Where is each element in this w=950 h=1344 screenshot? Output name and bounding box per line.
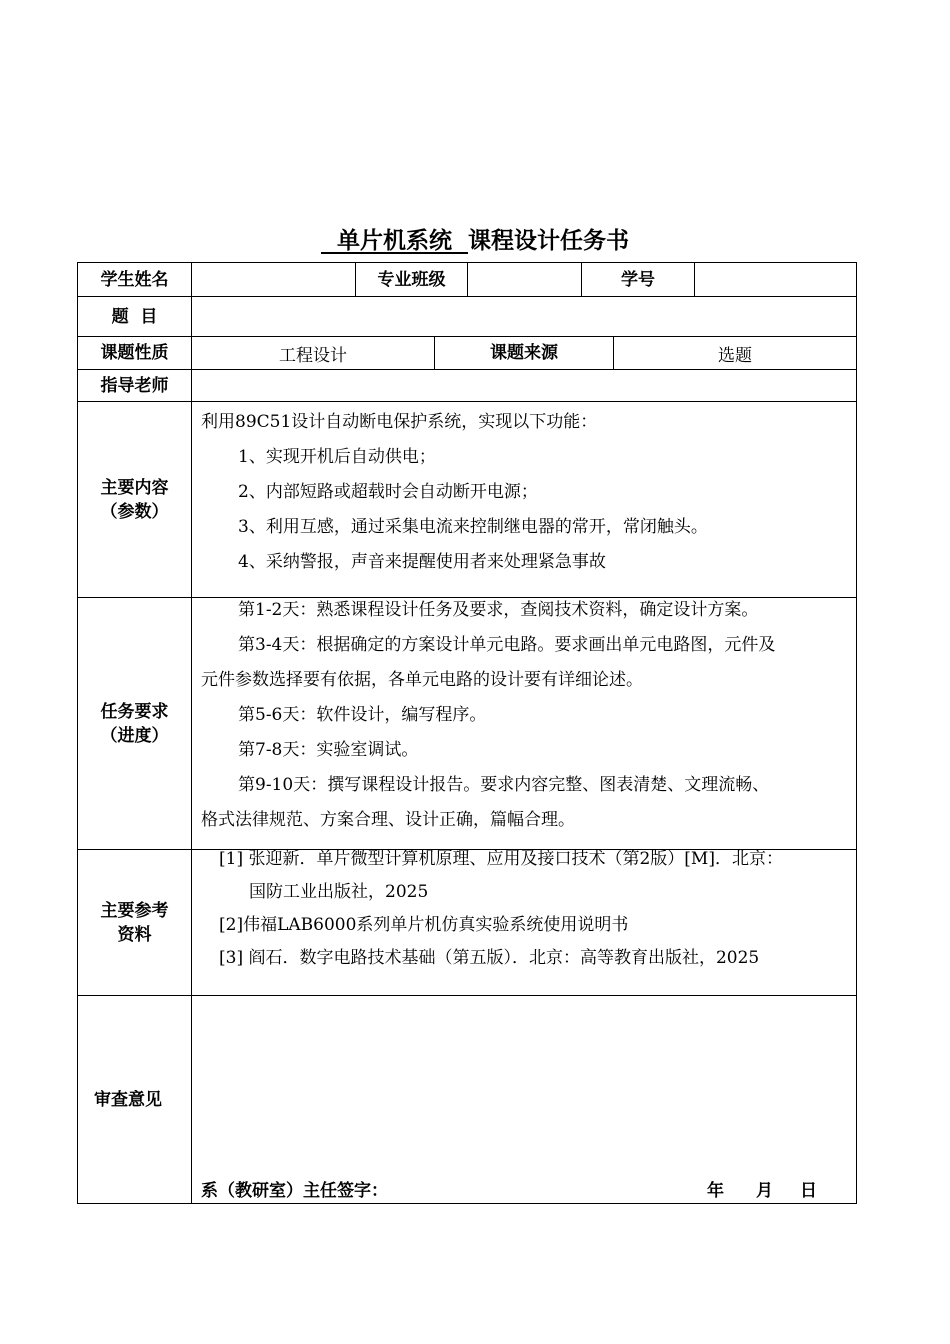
main-content-label [78, 402, 191, 597]
task-body [201, 593, 851, 838]
date-month: 月 [756, 1181, 773, 1201]
content-line: 1、实现开机后自动供电； [238, 447, 436, 467]
reference-item: 国防工业出版社，2025 [249, 882, 429, 902]
table-border [77, 1203, 857, 1204]
advisor-value [192, 370, 856, 401]
task-line: 第7-8天：实验室调试。 [238, 740, 419, 760]
main-content-body [201, 405, 851, 580]
content-line: 4、采纳警报，声音来提醒使用者来处理紧急事故 [238, 552, 606, 572]
task-line: 元件参数选择要有依据，各单元电路的设计要有详细论述。 [201, 670, 643, 690]
task-line: 第1-2天：熟悉课程设计任务及要求，查阅技术资料，确定设计方案。 [238, 600, 759, 620]
advisor-label: 指导老师 [100, 375, 169, 396]
title-course-name: 单片机系统 [320, 228, 469, 254]
table-border [191, 262, 192, 1204]
content-line: 3、利用互感，通过采集电流来控制继电器的常开，常闭触头。 [238, 517, 708, 537]
topic-value [192, 297, 856, 336]
table-border [77, 995, 857, 996]
date-day: 日 [800, 1181, 817, 1201]
task-line: 格式法律规范、方案合理、设计正确，篇幅合理。 [201, 810, 575, 830]
page-title [0, 222, 950, 255]
main-content-label-line: 主要内容 [100, 477, 169, 498]
task-line: 第5-6天：软件设计，编写程序。 [238, 705, 487, 725]
main-content-label-line: （参数） [100, 501, 169, 522]
student-name-value [192, 263, 355, 296]
nature-label: 课题性质 [100, 343, 169, 363]
content-line: 利用89C51设计自动断电保护系统，实现以下功能： [201, 412, 598, 432]
class-value [468, 263, 581, 296]
student-id-value [695, 263, 856, 296]
date-year: 年 [707, 1181, 724, 1201]
reference-item: [1] 张迎新．单片微型计算机原理、应用及接口技术（第2版）[M]．北京： [219, 849, 783, 869]
signature-label: 系（教研室）主任签字： [201, 1181, 388, 1201]
title-rest: 课程设计任务书 [468, 228, 630, 254]
topic-label: 题 目 [111, 306, 158, 327]
references-label [78, 850, 191, 995]
references-body [219, 843, 851, 975]
reference-item: [3] 阎石．数字电路技术基础（第五版）．北京：高等教育出版社，2025 [219, 948, 760, 968]
student-name-label: 学生姓名 [100, 269, 169, 290]
review-label: 审查意见 [94, 1089, 162, 1110]
student-id-label: 学号 [621, 269, 655, 290]
source-label: 课题来源 [490, 343, 558, 363]
references-label-line: 资料 [117, 924, 152, 945]
task-line: 第9-10天：撰写课程设计报告。要求内容完整、图表清楚、文理流畅、 [238, 775, 770, 795]
task-label-line: （进度） [100, 725, 169, 746]
task-label-line: 任务要求 [100, 701, 169, 722]
reference-item: [2]伟福LAB6000系列单片机仿真实验系统使用说明书 [219, 915, 629, 935]
table-border [77, 401, 857, 402]
class-label: 专业班级 [377, 269, 446, 290]
source-value: 选题 [718, 345, 752, 366]
table-border [856, 262, 857, 1204]
nature-value: 工程设计 [279, 345, 347, 366]
task-label [78, 598, 191, 849]
content-line: 2、内部短路或超载时会自动断开电源； [238, 482, 538, 502]
references-label-line: 主要参考 [100, 900, 169, 921]
task-line: 第3-4天：根据确定的方案设计单元电路。要求画出单元电路图，元件及 [238, 635, 776, 655]
